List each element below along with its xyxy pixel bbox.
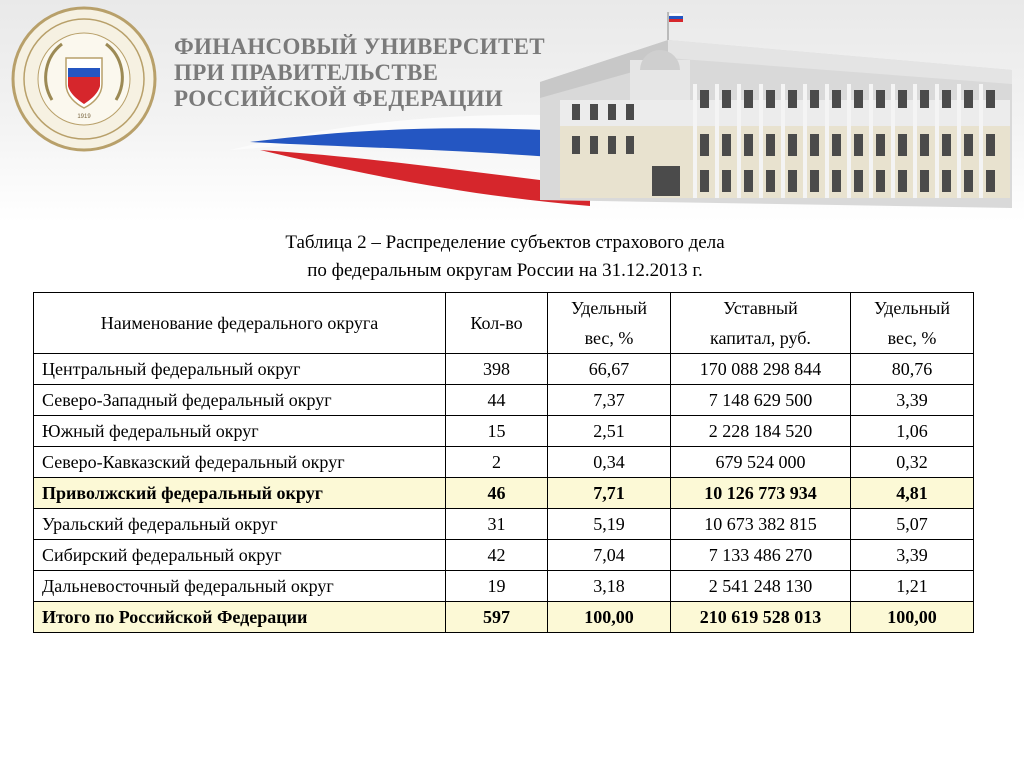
emblem-year: 1919: [77, 114, 91, 120]
table-row: [34, 571, 974, 602]
count-cell: 31: [446, 509, 548, 540]
table-row: [34, 540, 974, 571]
table-caption: [0, 229, 1010, 285]
university-building-illustration: [540, 12, 1012, 208]
capital-cell: 7 148 629 500: [671, 385, 851, 416]
university-name-line-3: РОССИЙСКОЙ ФЕДЕРАЦИИ: [174, 86, 503, 111]
capital-share-cell: 1,21: [851, 571, 974, 602]
capital-cell: 7 133 486 270: [671, 540, 851, 571]
table-header-row: [34, 293, 974, 354]
capital-share-cell: 80,76: [851, 354, 974, 385]
district-name-cell: Северо-Кавказский федеральный округ: [34, 447, 446, 478]
district-name-cell: Сибирский федеральный округ: [34, 540, 446, 571]
university-emblem-icon: [13, 8, 155, 150]
column-header-text: Наименование федерального округа: [100, 313, 379, 333]
share-cell: 7,71: [548, 478, 671, 509]
capital-share-cell: 4,81: [851, 478, 974, 509]
header-banner: [0, 0, 1024, 222]
capital-share-cell: 3,39: [851, 540, 974, 571]
capital-cell: 2 228 184 520: [671, 416, 851, 447]
column-header: [851, 293, 974, 354]
table-row: [34, 478, 974, 509]
capital-share-cell: 3,39: [851, 385, 974, 416]
university-name-line-1: ФИНАНСОВЫЙ УНИВЕРСИТЕТ: [174, 34, 545, 59]
district-name-cell: Северо-Западный федеральный округ: [34, 385, 446, 416]
capital-share-cell: 1,06: [851, 416, 974, 447]
capital-cell: 170 088 298 844: [671, 354, 851, 385]
count-cell: 597: [446, 602, 548, 633]
university-name: [174, 34, 545, 112]
count-cell: 42: [446, 540, 548, 571]
table-row: [34, 354, 974, 385]
capital-share-cell: 100,00: [851, 602, 974, 633]
table-body: [34, 354, 974, 633]
share-cell: 100,00: [548, 602, 671, 633]
column-header-text: вес, %: [584, 328, 634, 348]
share-cell: 7,04: [548, 540, 671, 571]
capital-cell: 10 673 382 815: [671, 509, 851, 540]
capital-cell: 2 541 248 130: [671, 571, 851, 602]
column-header: [34, 293, 446, 354]
count-cell: 19: [446, 571, 548, 602]
column-header-text: вес, %: [887, 328, 937, 348]
district-name-cell: Дальневосточный федеральный округ: [34, 571, 446, 602]
table-row: [34, 385, 974, 416]
district-name-cell: Центральный федеральный округ: [34, 354, 446, 385]
capital-share-cell: 5,07: [851, 509, 974, 540]
table-caption-line-2: по федеральным округам России на 31.12.2013 г.: [307, 260, 703, 281]
share-cell: 66,67: [548, 354, 671, 385]
share-cell: 0,34: [548, 447, 671, 478]
column-header: [548, 293, 671, 354]
capital-cell: 210 619 528 013: [671, 602, 851, 633]
table-row: [34, 416, 974, 447]
share-cell: 7,37: [548, 385, 671, 416]
table-row: [34, 509, 974, 540]
insurance-distribution-table: [33, 292, 974, 633]
share-cell: 5,19: [548, 509, 671, 540]
column-header: [446, 293, 548, 354]
column-header: [671, 293, 851, 354]
count-cell: 398: [446, 354, 548, 385]
table-header: [34, 293, 974, 354]
count-cell: 2: [446, 447, 548, 478]
column-header-text: капитал, руб.: [710, 328, 811, 348]
table-row: [34, 602, 974, 633]
university-name-line-2: ПРИ ПРАВИТЕЛЬСТВЕ: [174, 60, 439, 85]
count-cell: 15: [446, 416, 548, 447]
capital-cell: 10 126 773 934: [671, 478, 851, 509]
district-name-cell: Приволжский федеральный округ: [34, 478, 446, 509]
capital-share-cell: 0,32: [851, 447, 974, 478]
district-name-cell: Уральский федеральный округ: [34, 509, 446, 540]
capital-cell: 679 524 000: [671, 447, 851, 478]
district-name-cell: Южный федеральный округ: [34, 416, 446, 447]
table-row: [34, 447, 974, 478]
column-header-text: Удельный: [874, 298, 950, 318]
column-header-text: Удельный: [571, 298, 647, 318]
column-header-text: Уставный: [723, 298, 798, 318]
count-cell: 44: [446, 385, 548, 416]
count-cell: 46: [446, 478, 548, 509]
table-caption-line-1: Таблица 2 – Распределение субъектов страхового дела: [285, 232, 725, 253]
share-cell: 2,51: [548, 416, 671, 447]
share-cell: 3,18: [548, 571, 671, 602]
column-header-text: Кол-во: [470, 313, 523, 333]
district-name-cell: Итого по Российской Федерации: [34, 602, 446, 633]
